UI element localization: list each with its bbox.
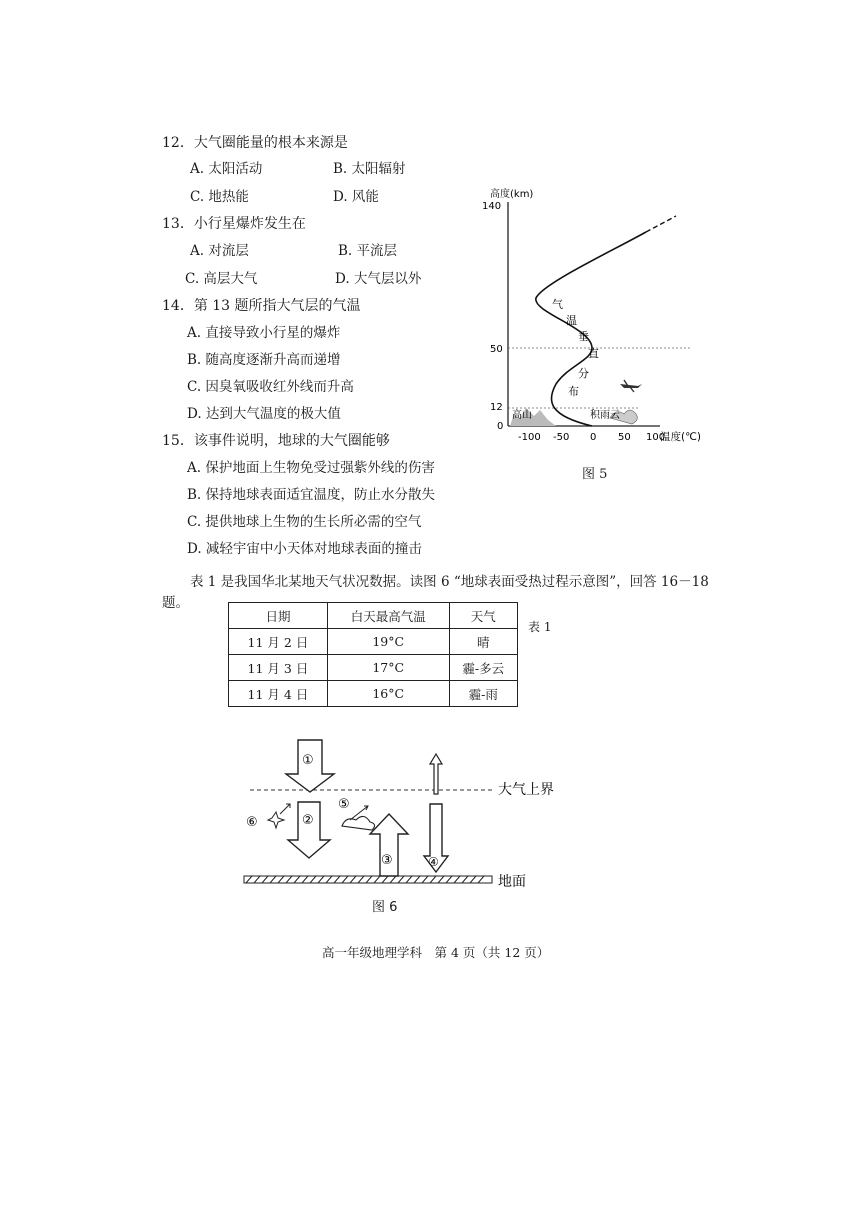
q15-option-b: B. 保持地球表面适宜温度，防止水分散失 — [187, 487, 436, 503]
y-tick-50: 50 — [490, 344, 503, 355]
figure-6-heating-diagram — [230, 730, 590, 910]
q13-option-a: A. 对流层 — [190, 243, 249, 259]
marker-4: ④ — [428, 855, 439, 869]
x-tick-50: 50 — [618, 432, 631, 443]
table-cell: 霾-多云 — [449, 655, 517, 681]
question-12-stem: 12．大气圈能量的根本来源是 — [162, 135, 348, 151]
marker-6: ⑥ — [246, 815, 258, 830]
q12-option-d: D. 风能 — [333, 189, 379, 205]
y-axis-label: 高度(km) — [490, 189, 534, 200]
q14-option-c: C. 因臭氧吸收红外线而升高 — [187, 379, 354, 395]
curve-label-char-1: 气 — [552, 298, 563, 311]
question-14-stem: 14．第 13 题所指大气层的气温 — [162, 298, 361, 314]
table-cell: 霾-雨 — [449, 681, 517, 707]
page-footer: 高一年级地理学科 第 4 页（共 12 页） — [322, 945, 550, 960]
marker-2: ② — [302, 813, 314, 828]
marker-3: ③ — [381, 853, 393, 868]
curve-label-char-6: 布 — [568, 385, 579, 398]
table-row — [229, 681, 518, 707]
ground-hatch — [246, 876, 484, 883]
ground-label: 地面 — [498, 874, 526, 890]
arrow-outgoing — [430, 754, 442, 794]
q12-option-b: B. 太阳辐射 — [333, 161, 406, 177]
q14-option-d: D. 达到大气温度的极大值 — [187, 406, 341, 422]
table-1 — [228, 602, 518, 707]
curve-label-char-5: 分 — [578, 367, 589, 380]
table-cell: 11 月 3 日 — [229, 655, 328, 681]
q13-option-b: B. 平流层 — [338, 243, 398, 259]
q15-option-c: C. 提供地球上生物的生长所必需的空气 — [187, 514, 422, 530]
table-cell: 19°C — [327, 629, 449, 655]
q12-option-c: C. 地热能 — [190, 189, 249, 205]
intro-text-line-1: 表 1 是我国华北某地天气状况数据。读图 6 “地球表面受热过程示意图”，回答 16－18 — [190, 574, 709, 590]
upper-boundary-label: 大气上界 — [498, 782, 554, 798]
table-row — [229, 655, 518, 681]
intro-text-line-2: 题。 — [162, 595, 189, 611]
curve-label-char-2: 温 — [566, 314, 577, 327]
x-ticks — [518, 432, 665, 443]
y-tick-0: 0 — [497, 421, 504, 432]
table-cell: 17°C — [327, 655, 449, 681]
table-row — [229, 629, 518, 655]
table-header-date: 日期 — [229, 603, 328, 629]
figure-5-temperature-profile — [460, 180, 730, 490]
table-cell: 晴 — [449, 629, 517, 655]
mountain-label: 高山 — [512, 410, 532, 421]
temperature-curve-extension — [646, 216, 676, 232]
figure-5-caption: 图 5 — [582, 467, 608, 482]
q15-option-a: A. 保护地面上生物免受过强紫外线的伤害 — [187, 460, 435, 476]
y-tick-140: 140 — [482, 201, 502, 212]
x-tick-0: 0 — [590, 432, 597, 443]
q15-option-d: D. 减轻宇宙中小天体对地球表面的撞击 — [187, 541, 422, 557]
scattering-icon — [268, 804, 290, 828]
table-header-weather: 天气 — [449, 603, 517, 629]
table-1-label: 表 1 — [528, 620, 552, 634]
q13-option-c: C. 高层大气 — [185, 271, 258, 287]
arrow-2-to-ground — [288, 802, 330, 858]
cloud-label: 积雨云 — [590, 410, 620, 421]
q14-option-b: B. 随高度逐渐升高而递增 — [187, 352, 341, 368]
x-tick-neg50: -50 — [553, 432, 570, 443]
question-15-stem: 15．该事件说明，地球的大气圈能够 — [162, 433, 390, 449]
x-tick-neg100: -100 — [518, 432, 541, 443]
table-header-row — [229, 603, 518, 629]
marker-1: ① — [302, 753, 314, 768]
q14-option-a: A. 直接导致小行星的爆炸 — [187, 325, 341, 341]
airplane-icon — [620, 380, 642, 392]
y-ticks — [482, 201, 503, 432]
cloud-icon — [342, 816, 375, 830]
table-cell: 11 月 2 日 — [229, 629, 328, 655]
table-cell: 16°C — [327, 681, 449, 707]
y-tick-12: 12 — [490, 402, 503, 413]
temperature-curve — [536, 232, 646, 426]
curve-label-char-3: 垂 — [578, 330, 589, 343]
question-13-stem: 13．小行星爆炸发生在 — [162, 216, 306, 232]
x-axis-label: 温度(℃) — [660, 431, 701, 443]
marker-5: ⑤ — [338, 797, 350, 812]
table-header-max-temp: 白天最高气温 — [327, 603, 449, 629]
curve-label-char-4: 直 — [588, 347, 599, 360]
table-cell: 11 月 4 日 — [229, 681, 328, 707]
x-tick-100: 100 — [646, 432, 666, 443]
q13-option-d: D. 大气层以外 — [335, 271, 422, 287]
figure-6-caption: 图 6 — [372, 900, 398, 915]
q12-option-a: A. 太阳活动 — [190, 161, 263, 177]
